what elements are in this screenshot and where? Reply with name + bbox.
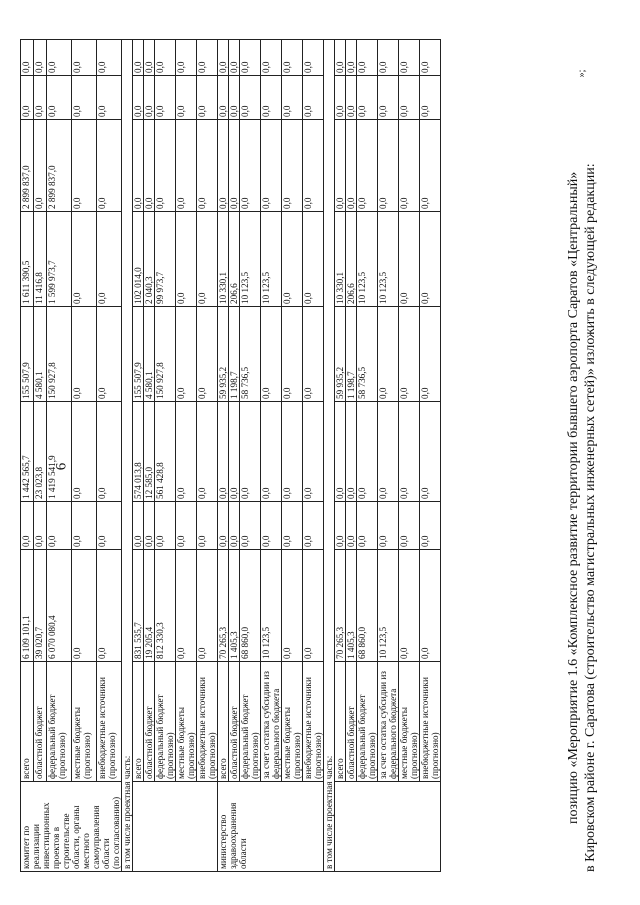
table-row — [144, 40, 155, 872]
value-cell: 0,0 — [261, 307, 282, 402]
value-cell: 68 860,0 — [240, 550, 261, 662]
footer-text — [565, 34, 599, 872]
value-cell: 0,0 — [97, 212, 122, 307]
value-cell: 0,0 — [176, 502, 197, 550]
value-cell: 0,0 — [303, 502, 324, 550]
value-cell: 0,0 — [378, 40, 399, 76]
value-cell: 150 927,8 — [47, 307, 72, 402]
value-cell: 0,0 — [420, 76, 441, 120]
value-cell: 831 535,7 — [133, 550, 144, 662]
value-cell: 0,0 — [155, 120, 176, 212]
value-cell: 0,0 — [133, 120, 144, 212]
value-cell: 1 405,3 — [346, 550, 357, 662]
table-row — [197, 40, 218, 872]
value-cell: 0,0 — [399, 402, 420, 502]
value-cell: 0,0 — [197, 76, 218, 120]
table-row — [378, 40, 399, 872]
value-cell: 0,0 — [97, 402, 122, 502]
value-cell: 0,0 — [261, 76, 282, 120]
value-cell: 0,0 — [282, 307, 303, 402]
value-cell: 0,0 — [357, 402, 378, 502]
value-cell: 0,0 — [346, 120, 357, 212]
value-cell: 0,0 — [218, 76, 229, 120]
value-cell: 155 507,9 — [133, 307, 144, 402]
value-cell: 0,0 — [47, 40, 72, 76]
value-cell: 0,0 — [197, 307, 218, 402]
table-row — [176, 40, 197, 872]
value-cell: 0,0 — [378, 76, 399, 120]
value-cell: 0,0 — [240, 40, 261, 76]
table-row — [218, 40, 229, 872]
value-cell: 0,0 — [303, 76, 324, 120]
value-cell: 0,0 — [133, 502, 144, 550]
value-cell: 0,0 — [72, 76, 97, 120]
value-cell: 19 205,4 — [144, 550, 155, 662]
value-cell: 0,0 — [97, 120, 122, 212]
executor-line: проектов в строительстве — [51, 813, 71, 869]
value-cell: 0,0 — [72, 502, 97, 550]
value-cell: 70 265,3 — [218, 550, 229, 662]
value-cell: 0,0 — [240, 120, 261, 212]
value-cell: 0,0 — [282, 550, 303, 662]
value-cell: 0,0 — [420, 212, 441, 307]
funding-source-cell: внебюджетные источники (прогнозно) — [197, 662, 218, 782]
value-cell: 0,0 — [21, 76, 34, 120]
value-cell: 574 013,8 — [133, 402, 144, 502]
value-cell: 0,0 — [218, 40, 229, 76]
value-cell: 0,0 — [34, 40, 47, 76]
value-cell: 0,0 — [399, 212, 420, 307]
executor-line: инвестиционных — [41, 802, 51, 869]
value-cell: 0,0 — [303, 550, 324, 662]
value-cell: 0,0 — [21, 502, 34, 550]
value-cell: 0,0 — [229, 120, 240, 212]
value-cell: 0,0 — [176, 550, 197, 662]
value-cell: 0,0 — [47, 502, 72, 550]
funding-source-cell: местные бюджеты (прогнозно) — [282, 662, 303, 782]
value-cell: 4 580,1 — [34, 307, 47, 402]
value-cell: 0,0 — [229, 40, 240, 76]
value-cell: 0,0 — [240, 502, 261, 550]
value-cell: 206,6 — [346, 212, 357, 307]
value-cell: 10 123,5 — [378, 212, 399, 307]
value-cell: 2 899 837,0 — [47, 120, 72, 212]
value-cell: 0,0 — [420, 502, 441, 550]
value-cell: 102 014,0 — [133, 212, 144, 307]
footer-line-1: позицию «Мероприятие 1.6 «Комплексное развитие территории бывшего аэропорта Саратов «Центральный» — [566, 171, 581, 824]
executor-line: министерство — [218, 814, 228, 869]
value-cell: 0,0 — [218, 502, 229, 550]
value-cell: 10 123,5 — [261, 550, 282, 662]
value-cell: 0,0 — [335, 120, 346, 212]
value-cell: 0,0 — [261, 502, 282, 550]
table-row — [420, 40, 441, 872]
value-cell: 1 599 973,7 — [47, 212, 72, 307]
value-cell: 0,0 — [240, 402, 261, 502]
funding-source-cell: федеральный бюджет (прогнозно) — [357, 662, 378, 782]
value-cell: 1 405,3 — [229, 550, 240, 662]
value-cell: 0,0 — [97, 40, 122, 76]
executor-cell — [218, 782, 324, 872]
table-row — [303, 40, 324, 872]
value-cell: 0,0 — [420, 550, 441, 662]
value-cell: 0,0 — [218, 120, 229, 212]
value-cell: 0,0 — [303, 40, 324, 76]
value-cell: 4 580,1 — [144, 307, 155, 402]
value-cell: 0,0 — [420, 40, 441, 76]
value-cell: 0,0 — [144, 120, 155, 212]
value-cell: 1 442 565,7 — [21, 402, 34, 502]
table-row — [335, 40, 346, 872]
funding-source-cell: областной бюджет — [144, 662, 155, 782]
value-cell: 10 123,5 — [378, 550, 399, 662]
value-cell: 0,0 — [133, 76, 144, 120]
value-cell: 0,0 — [155, 40, 176, 76]
table-row — [72, 40, 97, 872]
value-cell: 0,0 — [144, 502, 155, 550]
value-cell: 0,0 — [34, 76, 47, 120]
value-cell: 99 973,7 — [155, 212, 176, 307]
section-label: в том числе проектная часть: — [324, 40, 335, 872]
value-cell: 0,0 — [218, 402, 229, 502]
value-cell: 0,0 — [72, 550, 97, 662]
value-cell: 0,0 — [72, 212, 97, 307]
funding-source-cell: местные бюджеты (прогнозно) — [399, 662, 420, 782]
value-cell: 0,0 — [155, 76, 176, 120]
value-cell: 0,0 — [335, 76, 346, 120]
value-cell: 0,0 — [229, 502, 240, 550]
funding-source-cell: всего — [133, 662, 144, 782]
funding-source-cell: местные бюджеты (прогнозно) — [72, 662, 97, 782]
value-cell: 0,0 — [34, 502, 47, 550]
value-cell: 0,0 — [420, 402, 441, 502]
value-cell: 58 736,5 — [357, 307, 378, 402]
value-cell: 0,0 — [399, 120, 420, 212]
value-cell: 2 040,3 — [144, 212, 155, 307]
funding-source-cell: внебюджетные источники (прогнозно) — [97, 662, 122, 782]
value-cell: 0,0 — [133, 40, 144, 76]
value-cell: 0,0 — [346, 502, 357, 550]
table-row — [34, 40, 47, 872]
executor-cell-empty — [335, 782, 441, 872]
value-cell: 0,0 — [47, 76, 72, 120]
funding-source-cell: всего — [335, 662, 346, 782]
value-cell: 0,0 — [197, 212, 218, 307]
value-cell: 0,0 — [378, 402, 399, 502]
value-cell: 0,0 — [240, 76, 261, 120]
closing-mark: »; — [576, 69, 588, 78]
value-cell: 12 585,0 — [144, 402, 155, 502]
value-cell: 0,0 — [229, 402, 240, 502]
value-cell: 155 507,9 — [21, 307, 34, 402]
funding-source-cell: всего — [218, 662, 229, 782]
value-cell: 0,0 — [72, 307, 97, 402]
value-cell: 2 899 837,0 — [21, 120, 34, 212]
funding-source-cell: за счет остатка субсидии из федерального бюджета — [378, 662, 399, 782]
value-cell: 0,0 — [176, 307, 197, 402]
value-cell: 0,0 — [346, 402, 357, 502]
value-cell: 206,6 — [229, 212, 240, 307]
value-cell: 11 416,8 — [34, 212, 47, 307]
value-cell: 0,0 — [357, 76, 378, 120]
value-cell: 0,0 — [97, 307, 122, 402]
funding-source-cell: областной бюджет — [34, 662, 47, 782]
funding-source-cell: областной бюджет — [346, 662, 357, 782]
value-cell: 812 330,3 — [155, 550, 176, 662]
table-row — [47, 40, 72, 872]
value-cell: 10 123,5 — [357, 212, 378, 307]
value-cell: 1 198,7 — [346, 307, 357, 402]
executor-line: комитет по реализации — [21, 824, 41, 869]
budget-table — [20, 39, 441, 872]
value-cell: 68 860,0 — [357, 550, 378, 662]
value-cell: 0,0 — [399, 502, 420, 550]
value-cell: 0,0 — [303, 402, 324, 502]
value-cell: 0,0 — [357, 502, 378, 550]
value-cell: 0,0 — [399, 76, 420, 120]
value-cell: 0,0 — [229, 76, 240, 120]
table-row — [155, 40, 176, 872]
value-cell: 0,0 — [176, 40, 197, 76]
table-row — [282, 40, 303, 872]
value-cell: 10 123,5 — [261, 212, 282, 307]
value-cell: 0,0 — [261, 120, 282, 212]
value-cell: 0,0 — [21, 40, 34, 76]
value-cell: 6 070 080,4 — [47, 550, 72, 662]
value-cell: 0,0 — [261, 402, 282, 502]
page-number: 6 — [53, 462, 70, 471]
value-cell: 58 736,5 — [240, 307, 261, 402]
funding-source-cell: всего — [21, 662, 34, 782]
value-cell: 0,0 — [97, 502, 122, 550]
executor-line: здравоохранения области — [228, 802, 248, 869]
table-row — [229, 40, 240, 872]
table-row — [261, 40, 282, 872]
funding-source-cell: внебюджетные источники (прогнозно) — [303, 662, 324, 782]
value-cell: 23 023,8 — [34, 402, 47, 502]
value-cell: 0,0 — [282, 40, 303, 76]
rotated-page-content — [20, 34, 610, 872]
value-cell: 0,0 — [282, 76, 303, 120]
value-cell: 0,0 — [303, 120, 324, 212]
executor-line: самоуправления области — [91, 805, 111, 869]
value-cell: 0,0 — [335, 40, 346, 76]
value-cell: 0,0 — [176, 76, 197, 120]
funding-source-cell: федеральный бюджет (прогнозно) — [155, 662, 176, 782]
value-cell: 0,0 — [357, 120, 378, 212]
executor-cell-empty — [133, 782, 218, 872]
funding-source-cell: местные бюджеты (прогнозно) — [176, 662, 197, 782]
value-cell: 0,0 — [378, 502, 399, 550]
funding-source-cell: за счет остатка субсидии из федерального бюджета — [261, 662, 282, 782]
section-label: в том числе проектная часть: — [122, 40, 133, 872]
value-cell: 0,0 — [261, 40, 282, 76]
value-cell: 150 927,8 — [155, 307, 176, 402]
value-cell: 0,0 — [144, 76, 155, 120]
table-row — [240, 40, 261, 872]
value-cell: 0,0 — [197, 402, 218, 502]
table-row — [133, 40, 144, 872]
value-cell: 1 198,7 — [229, 307, 240, 402]
value-cell: 0,0 — [176, 120, 197, 212]
table-row — [21, 40, 34, 872]
value-cell: 0,0 — [72, 120, 97, 212]
value-cell: 0,0 — [72, 40, 97, 76]
value-cell: 0,0 — [335, 502, 346, 550]
value-cell: 0,0 — [357, 40, 378, 76]
funding-source-cell: внебюджетные источники (прогнозно) — [420, 662, 441, 782]
value-cell: 0,0 — [197, 40, 218, 76]
table-row — [357, 40, 378, 872]
value-cell: 0,0 — [420, 120, 441, 212]
value-cell: 59 935,2 — [335, 307, 346, 402]
value-cell: 0,0 — [399, 550, 420, 662]
table-row — [346, 40, 357, 872]
value-cell: 0,0 — [282, 212, 303, 307]
value-cell: 0,0 — [97, 550, 122, 662]
value-cell: 39 020,7 — [34, 550, 47, 662]
value-cell: 0,0 — [155, 502, 176, 550]
value-cell: 0,0 — [197, 502, 218, 550]
value-cell: 0,0 — [303, 307, 324, 402]
executor-line: области, органы местного — [71, 805, 91, 869]
value-cell: 10 330,1 — [218, 212, 229, 307]
value-cell: 0,0 — [303, 212, 324, 307]
table-row — [399, 40, 420, 872]
value-cell: 0,0 — [176, 402, 197, 502]
value-cell: 0,0 — [34, 120, 47, 212]
value-cell: 0,0 — [335, 402, 346, 502]
value-cell: 0,0 — [144, 40, 155, 76]
value-cell: 0,0 — [282, 502, 303, 550]
section-label-row — [122, 40, 133, 872]
value-cell: 0,0 — [197, 120, 218, 212]
value-cell: 6 109 101,1 — [21, 550, 34, 662]
value-cell: 70 265,3 — [335, 550, 346, 662]
budget-table-wrap — [20, 34, 560, 872]
executor-line: (по согласованию) — [111, 796, 121, 869]
value-cell: 10 330,1 — [335, 212, 346, 307]
value-cell: 1 611 390,5 — [21, 212, 34, 307]
executor-cell — [21, 782, 122, 872]
value-cell: 0,0 — [72, 402, 97, 502]
value-cell: 0,0 — [176, 212, 197, 307]
value-cell: 0,0 — [197, 550, 218, 662]
value-cell: 0,0 — [378, 120, 399, 212]
value-cell: 1 419 541,9 — [47, 402, 72, 502]
funding-source-cell: федеральный бюджет (прогнозно) — [240, 662, 261, 782]
value-cell: 0,0 — [282, 402, 303, 502]
table-row — [97, 40, 122, 872]
value-cell: 0,0 — [420, 307, 441, 402]
value-cell: 10 123,5 — [240, 212, 261, 307]
value-cell: 0,0 — [346, 76, 357, 120]
value-cell: 0,0 — [399, 307, 420, 402]
funding-source-cell: федеральный бюджет (прогнозно) — [47, 662, 72, 782]
value-cell: 0,0 — [378, 307, 399, 402]
value-cell: 0,0 — [282, 120, 303, 212]
section-label-row — [324, 40, 335, 872]
value-cell: 0,0 — [97, 76, 122, 120]
funding-source-cell: областной бюджет — [229, 662, 240, 782]
value-cell: 561 428,8 — [155, 402, 176, 502]
value-cell: 59 935,2 — [218, 307, 229, 402]
value-cell: 0,0 — [346, 40, 357, 76]
value-cell: 0,0 — [399, 40, 420, 76]
footer-line-2: в Кировском районе г. Саратова (строительство магистральных инженерных сетей)» изложить в следующей редакции: — [583, 163, 598, 872]
